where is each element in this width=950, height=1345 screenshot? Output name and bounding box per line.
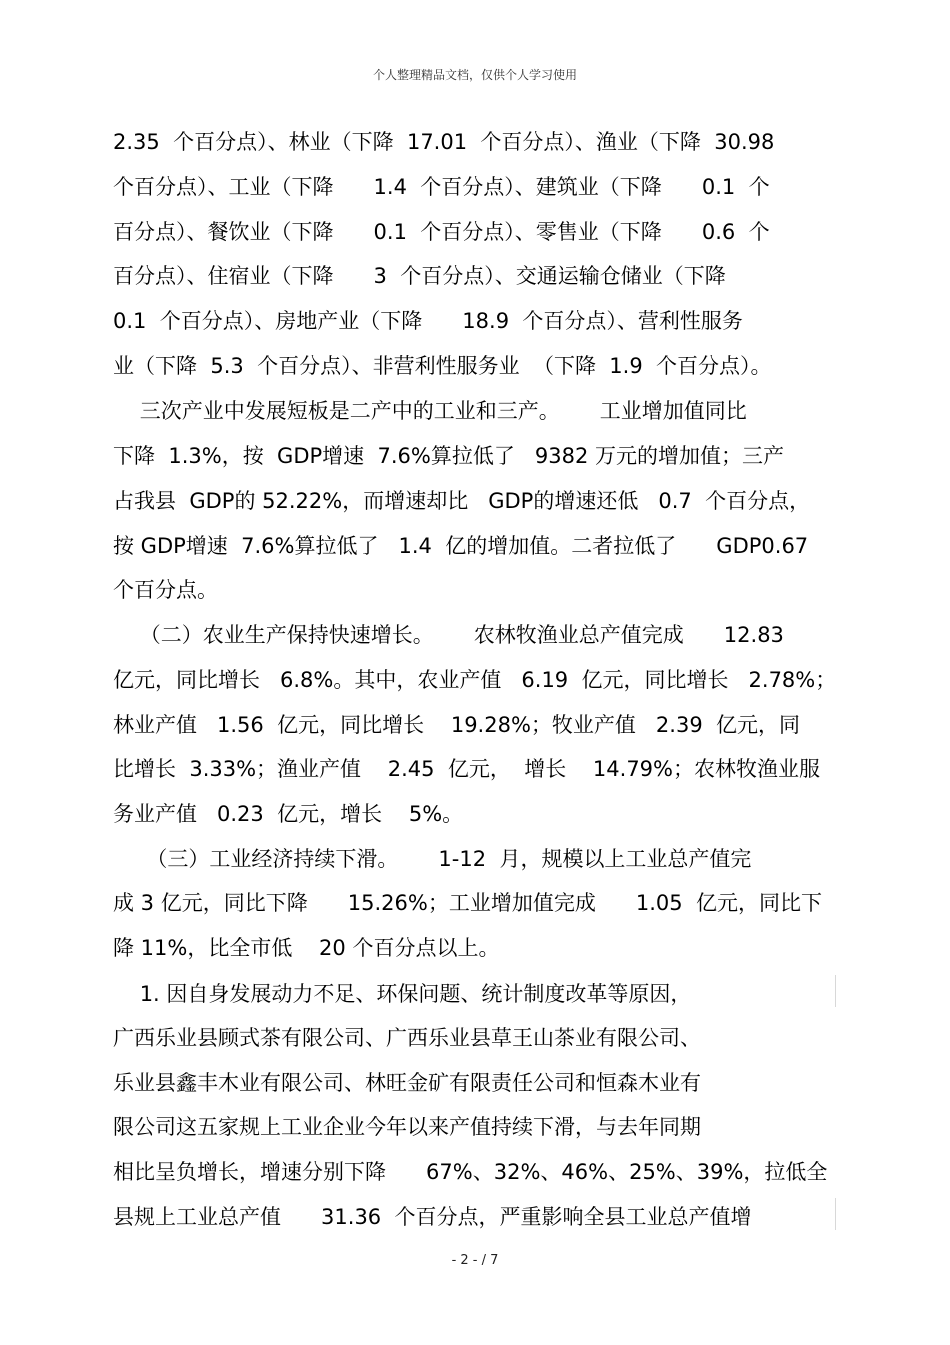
body-line: 按 GDP增速 7.6%算拉低了 1.4 亿的增加值。二者拉低了 GDP0.67 bbox=[113, 534, 809, 558]
body-line: 广西乐业县顾式茶有限公司、广西乐业县草王山茶业有限公司、 bbox=[113, 1026, 701, 1050]
body-line: 亿元，同比增长 6.8%。其中，农业产值 6.19 亿元，同比增长 2.78%； bbox=[113, 668, 837, 692]
body-line: 1. 因自身发展动力不足、环保问题、统计制度改革等原因， bbox=[113, 982, 692, 1006]
body-line: 限公司这五家规上工业企业今年以来产值持续下滑，与去年同期 bbox=[113, 1115, 701, 1139]
body-line: 成 3 亿元，同比下降 15.26%；工业增加值完成 1.05 亿元，同比下 bbox=[113, 891, 822, 915]
body-line: 比增长 3.33%；渔业产值 2.45 亿元， 增长 14.79%；农林牧渔业服 bbox=[113, 757, 820, 781]
margin-rule bbox=[835, 975, 836, 1007]
body-line: 百分点）、餐饮业（下降 0.1 个百分点）、零售业（下降 0.6 个 bbox=[113, 220, 770, 244]
body-line: 业（下降 5.3 个百分点）、非营利性服务业 （下降 1.9 个百分点）。 bbox=[113, 354, 772, 378]
body-line: 占我县 GDP的 52.22%，而增速却比 GDP的增速还低 0.7 个百分点， bbox=[113, 489, 811, 513]
body-line: （三）工业经济持续下滑。 1-12 月，规模以上工业总产值完 bbox=[113, 847, 752, 871]
margin-rule bbox=[835, 1198, 836, 1230]
body-line: 降 11%，比全市低 20 个百分点以上。 bbox=[113, 936, 500, 960]
page-header: 个人整理精品文档，仅供个人学习使用 bbox=[372, 68, 577, 82]
body-line: 相比呈负增长，增速分别下降 67%、32%、46%、25%、39%，拉低全 bbox=[113, 1160, 828, 1184]
body-line: 0.1 个百分点）、房地产业（下降 18.9 个百分点）、营利性服务 bbox=[113, 309, 743, 333]
page-number: - 2 - / 7 bbox=[451, 1253, 499, 1268]
body-line: 县规上工业总产值 31.36 个百分点，严重影响全县工业总产值增 bbox=[113, 1205, 752, 1229]
body-line: 务业产值 0.23 亿元，增长 5%。 bbox=[113, 802, 464, 826]
body-line: （二）农业生产保持快速增长。 农林牧渔业总产值完成 12.83 bbox=[113, 623, 784, 647]
body-line: 林业产值 1.56 亿元，同比增长 19.28%；牧业产值 2.39 亿元，同 bbox=[113, 713, 801, 737]
body-line: 下降 1.3%，按 GDP增速 7.6%算拉低了 9382 万元的增加值；三产 bbox=[113, 444, 785, 468]
body-line: 三次产业中发展短板是二产中的工业和三产。 工业增加值同比 bbox=[113, 399, 747, 423]
body-line: 个百分点）、工业（下降 1.4 个百分点）、建筑业（下降 0.1 个 bbox=[113, 175, 770, 199]
body-line: 乐业县鑫丰木业有限公司、林旺金矿有限责任公司和恒森木业有 bbox=[113, 1071, 701, 1095]
body-line: 百分点）、住宿业（下降 3 个百分点）、交通运输仓储业（下降 bbox=[113, 264, 726, 288]
body-line: 个百分点。 bbox=[113, 578, 218, 602]
body-line: 2.35 个百分点）、林业（下降 17.01 个百分点）、渔业（下降 30.98 bbox=[113, 130, 775, 154]
